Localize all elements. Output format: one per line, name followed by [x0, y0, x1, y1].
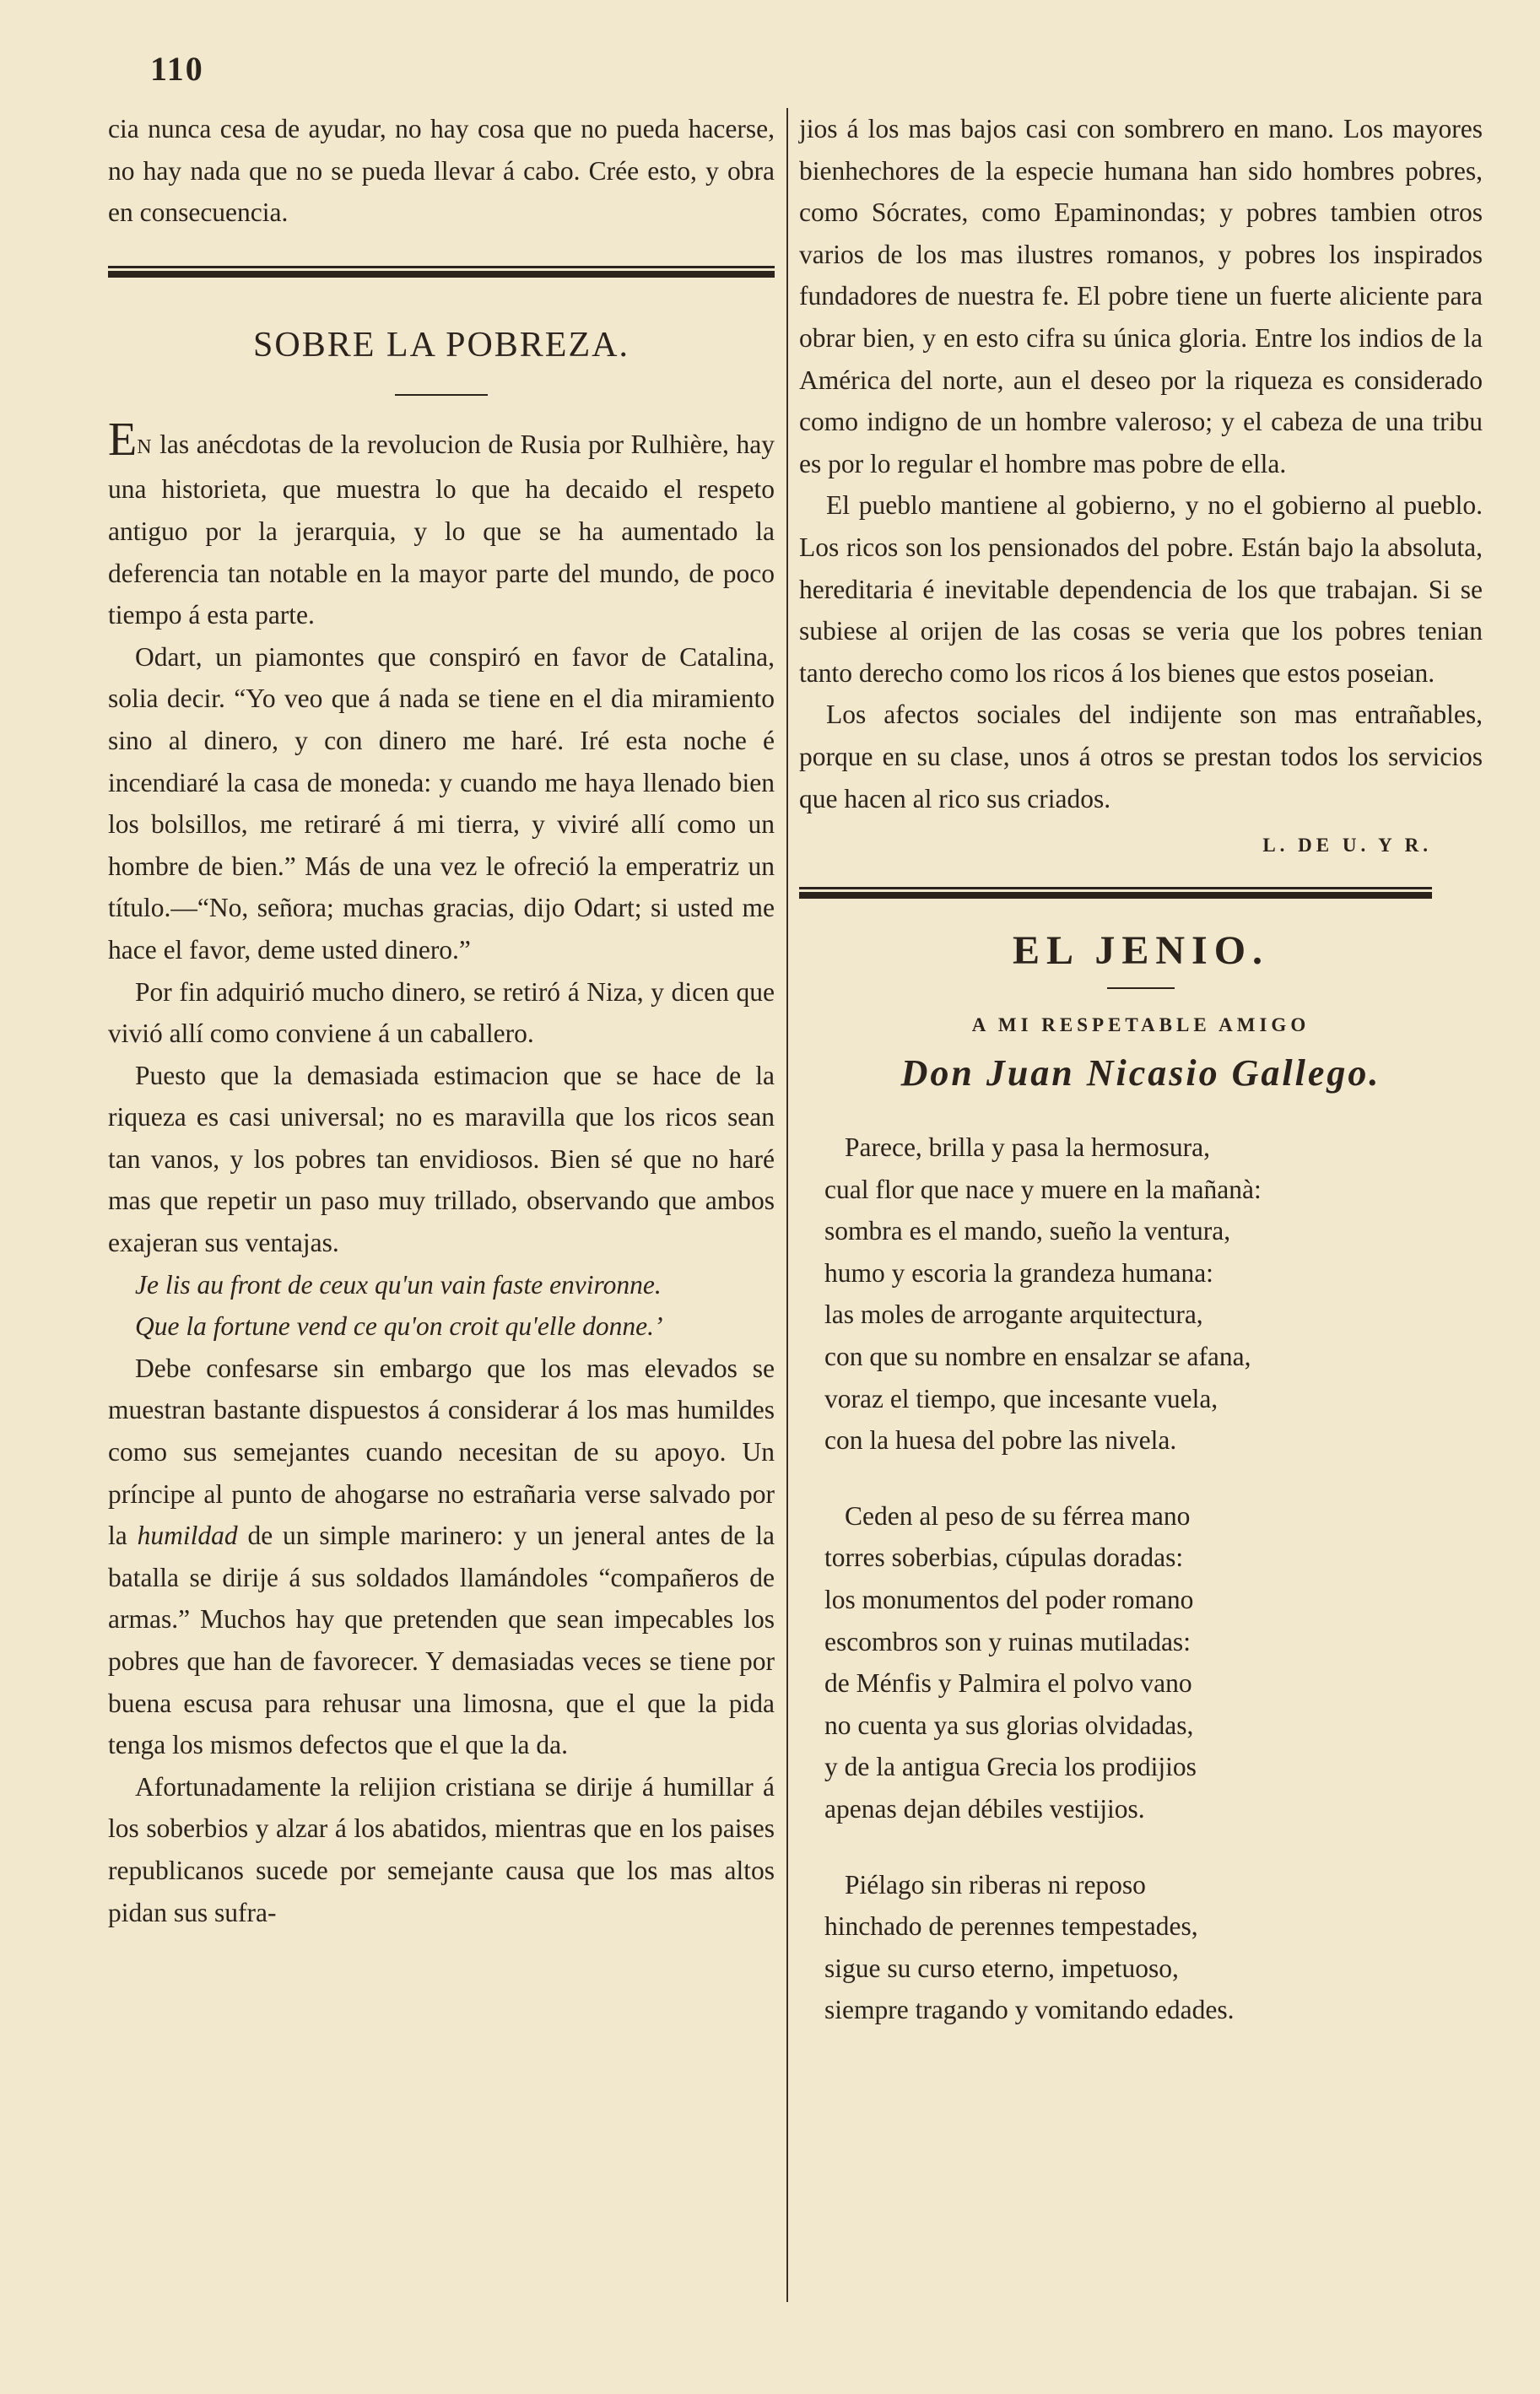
paragraph-2: Odart, un piamontes que conspiró en favor de Catalina, solia decir. “Yo veo que á nada se tiene en el dia miramiento sino al dinero, y con dinero me haré. Iré esta noche é incendiaré la casa de moneda: y cuando me haya llenado bien los bolsillos, me retiraré á mi tierra, y viviré allí como un hombre de bien.” Más de una vez le ofreció la emperatriz un título.—“No, señora; muchas gracias, dijo Odart; si usted me hace el favor, deme usted dinero.”: [108, 641, 775, 965]
french-quote-2-text: Que la fortune vend ce qu'on croit qu'elle donne.’: [135, 1311, 663, 1342]
verse-line: de Ménfis y Palmira el polvo vano: [824, 1668, 1192, 1699]
author-signature: L. DE U. Y R.: [1262, 835, 1432, 857]
dedication: A MI RESPETABLE AMIGO: [971, 1014, 1310, 1036]
stanza: [824, 1127, 1483, 1462]
verse-line: las moles de arrogante arquitectura,: [824, 1300, 1203, 1330]
paragraph-5-text-b: de un simple marinero: y un jeneral antes de la batalla se dirije á sus soldados llamándoles “compañeros de armas.” Muchos hay que pretenden que sean impecables los pobres que han de favorecer. Y demasiadas veces se tiene por buena escusa para rehusar una limosna, que el que la pida tenga los mismos defectos que el que la da.: [108, 1521, 775, 1760]
french-quote-1-text: Je lis au front de ceux qu'un vain faste environne.: [135, 1269, 662, 1300]
verse-line: hinchado de perennes tempestades,: [824, 1911, 1198, 1942]
verse-line: humo y escoria la grandeza humana:: [824, 1257, 1213, 1288]
continued-paragraph: cia nunca cesa de ayudar, no hay cosa que no pueda hacerse, no hay nada que no se pueda llevar á cabo. Crée esto, y obra en consecuencia.: [108, 114, 775, 228]
french-quote-2: [108, 1305, 775, 1348]
verse-line: con que su nombre en ensalzar se afana,: [824, 1342, 1251, 1372]
initial-letter: E: [108, 413, 138, 466]
stanza: [824, 1864, 1483, 2031]
paragraph-6: Afortunadamente la relijion cristiana se dirije á humillar á los soberbios y alzar á los abatidos, mientras que en los paises republicanos sucede por semejante causa que los mas altos pidan sus sufra-: [108, 1771, 775, 1927]
paragraph-1: [108, 413, 775, 636]
paragraph-5-text-a: Debe confesarse sin embargo que los mas elevados se muestran bastante dispuestos á considerar á los mas humildes como sus semejantes cuando necesitan de su apoyo. Un príncipe al punto de ahogarse no estrañaria verse salvado por la: [108, 1353, 775, 1551]
paragraph-5-italic: humildad: [137, 1521, 238, 1551]
french-quote-1: [108, 1264, 775, 1306]
initial-smallcaps: N: [137, 435, 153, 458]
verse-line: con la huesa del pobre las nivela.: [824, 1425, 1177, 1456]
poem-title-rule: [1107, 987, 1175, 989]
poem-stanzas: [799, 1127, 1483, 2031]
article-title: SOBRE LA POBREZA.: [253, 325, 630, 365]
paragraph-1-text: las anécdotas de la revolucion de Rusia por Rulhière, hay una historieta, que muestra lo que ha decaido el respeto antiguo por la jerarquia, y lo que se ha aumentado la deferencia tan notable en la mayor parte del mundo, de poco tiempo á esta parte.: [108, 429, 775, 630]
verse-line: sombra es el mando, sueño la ventura,: [824, 1216, 1231, 1246]
verse-line: no cuenta ya sus glorias olvidadas,: [824, 1710, 1194, 1740]
section-rule: [108, 266, 775, 278]
verse-line: Piélago sin riberas ni reposo: [845, 1869, 1146, 1900]
verse-line: siempre tragando y vomitando edades.: [824, 1995, 1235, 2025]
section-rule: [799, 887, 1432, 899]
paragraph-5: [108, 1348, 775, 1766]
verse-line: escombros son y ruinas mutiladas:: [824, 1626, 1191, 1656]
verse-line: y de la antigua Grecia los prodijios: [824, 1752, 1197, 1782]
right-column: [799, 108, 1483, 2065]
page-number: 110: [150, 50, 204, 88]
poem-title: EL JENIO.: [1012, 928, 1270, 974]
verse-line: los monumentos del poder romano: [824, 1585, 1194, 1615]
verse-line: torres soberbias, cúpulas doradas:: [824, 1543, 1184, 1573]
paragraph-4: Puesto que la demasiada estimacion que se hace de la riqueza es casi universal; no es maravilla que los ricos sean tan vanos, y los pobres tan envidiosos. Bien sé que no haré mas que repetir un paso muy trillado, observando que ambos exajeran sus ventajas.: [108, 1060, 775, 1258]
verse-line: Ceden al peso de su férrea mano: [845, 1500, 1191, 1531]
verse-line: cual flor que nace y muere en la mañanà:: [824, 1174, 1262, 1204]
column-divider: [786, 108, 788, 2302]
left-column: [108, 108, 775, 1933]
paragraph-people: El pueblo mantiene al gobierno, y no el gobierno al pueblo. Los ricos son los pensionados del pobre. Están bajo la absoluta, hereditaria é inevitable dependencia de los que trabajan. Si se subiese al orijen de las cosas se veria que los pobres tenian tanto derecho como los ricos á los bienes que estos poseian.: [799, 490, 1483, 688]
verse-line: apenas dejan débiles vestijios.: [824, 1794, 1145, 1824]
paragraph-affections: Los afectos sociales del indijente son mas entrañables, porque en su clase, unos á otros se prestan todos los servicios que hacen al rico sus criados.: [799, 700, 1483, 813]
paragraph-continued: jios á los mas bajos casi con sombrero en mano. Los mayores bienhechores de la especie humana han sido hombres pobres, como Sócrates, como Epaminondas; y pobres tambien otros varios de los mas ilustres romanos, y pobres los inspirados fundadores de nuestra fe. El pobre tiene un fuerte aliciente para obrar bien, y en esto cifra su única gloria. Entre los indios de la América del norte, aun el deseo por la riqueza es considerado como indigno de un hombre valeroso; y el cabeza de una tribu es por lo regular el hombre mas pobre de ella.: [799, 114, 1483, 478]
verse-line: Parece, brilla y pasa la hermosura,: [845, 1132, 1210, 1163]
stanza: [824, 1495, 1483, 1830]
verse-line: sigue su curso eterno, impetuoso,: [824, 1953, 1179, 1983]
verse-line: voraz el tiempo, que incesante vuela,: [824, 1383, 1218, 1413]
paragraph-3: Por fin adquirió mucho dinero, se retiró á Niza, y dicen que vivió allí como conviene á un caballero.: [108, 976, 775, 1049]
dedicatee: Don Juan Nicasio Gallego.: [900, 1052, 1381, 1094]
